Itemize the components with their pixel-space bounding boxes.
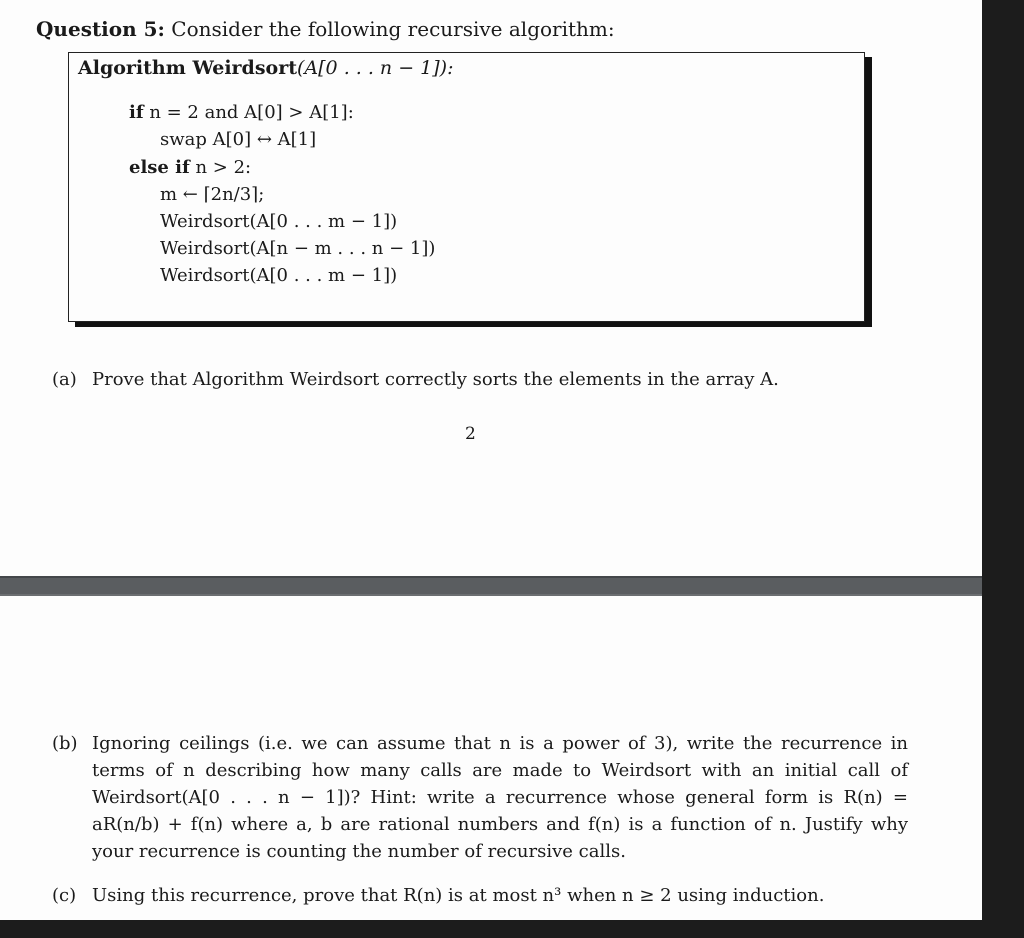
page-bottom — [0, 596, 982, 920]
algo-line-call-1 — [160, 210, 397, 234]
algo-line-text: Weirdsort(A[n − m . . . n − 1]) — [160, 238, 436, 259]
algorithm-signature: (A[0 . . . n − 1]): — [297, 57, 454, 79]
algo-line-text: n > 2: — [189, 157, 252, 178]
algo-line-text: n = 2 and A[0] > A[1]: — [143, 102, 354, 123]
algo-line-assign — [160, 183, 264, 207]
page-gap — [0, 576, 982, 596]
keyword-else-if: else if — [129, 157, 190, 178]
algorithm-header — [78, 57, 453, 79]
question-title — [36, 16, 615, 42]
algorithm-name: Algorithm Weirdsort — [78, 57, 298, 79]
part-a-text: Prove that Algorithm Weirdsort correctly sorts the elements in the array A. — [92, 369, 779, 390]
part-c-text: Using this recurrence, prove that R(n) is at most n³ when n ≥ 2 using induction. — [92, 885, 825, 906]
algo-line-else-if — [129, 156, 251, 180]
part-a-label: (a) — [52, 369, 77, 390]
bottom-border — [0, 920, 982, 938]
algo-line-swap — [160, 128, 316, 152]
part-b-label: (b) — [52, 733, 78, 754]
part-b-text: Ignoring ceilings (i.e. we can assume that n is a power of 3), write the recurrence in terms of n describing how many calls are made to Weirdsort with an initial call of Weirdsort(A[0 . . . n − 1])? Hint: write a recurrence whose general form is R(n) = aR(n/b) + f(n) where a, b are rational numbers and f(n) is a function of n. Justify why your recurrence is counting the number of recursive calls. — [92, 733, 908, 862]
algorithm-box — [68, 52, 865, 322]
algo-line-text: Weirdsort(A[0 . . . m − 1]) — [160, 265, 398, 286]
algo-line-if — [129, 101, 354, 125]
right-border — [982, 0, 1024, 938]
keyword-if: if — [129, 102, 144, 123]
algo-line-call-3 — [160, 264, 397, 288]
algo-line-text: swap A[0] ↔ A[1] — [160, 129, 317, 150]
algo-line-text: Weirdsort(A[0 . . . m − 1]) — [160, 211, 398, 232]
page-number: 2 — [465, 424, 476, 444]
question-intro: Consider the following recursive algorithm: — [171, 17, 615, 41]
algo-line-call-2 — [160, 237, 435, 261]
part-c-label: (c) — [52, 885, 77, 906]
question-label: Question 5: — [36, 17, 165, 41]
algo-line-text: m ← ⌈2n/3⌉; — [160, 184, 265, 205]
